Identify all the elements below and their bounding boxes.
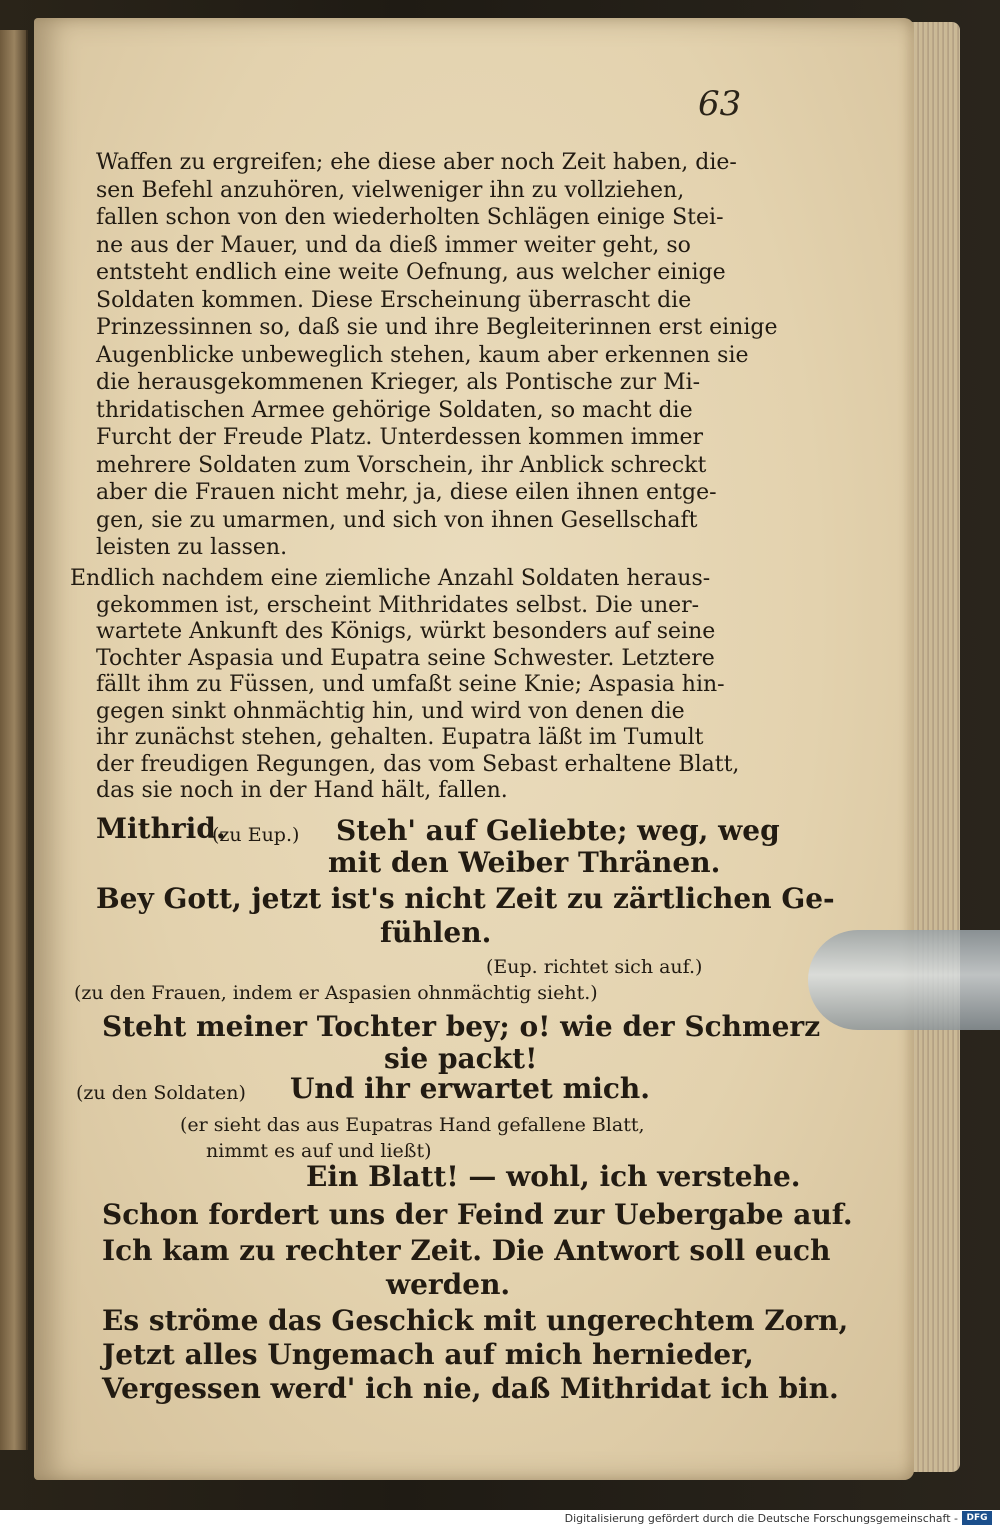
prose-line: fällt ihm zu Füssen, und umfaßt seine Knie; Aspasia hin- <box>96 672 725 697</box>
verse-line: Vergessen werd' ich nie, daß Mithridat ich bin. <box>102 1372 839 1405</box>
prose-line: entsteht endlich eine weite Oefnung, aus welcher einige <box>96 260 726 285</box>
prose-line: aber die Frauen nicht mehr, ja, diese eilen ihnen entge- <box>96 480 717 505</box>
verse-line: Schon fordert uns der Feind zur Uebergabe auf. <box>102 1198 853 1231</box>
verse-line: mit den Weiber Thränen. <box>328 846 721 879</box>
verse-line: Jetzt alles Ungemach auf mich hernieder, <box>102 1338 754 1371</box>
prose-line: Augenblicke unbeweglich stehen, kaum aber erkennen sie <box>96 342 749 368</box>
verse-line: Ein Blatt! — wohl, ich verstehe. <box>306 1160 801 1193</box>
prose-line: gekommen ist, erscheint Mithridates selbst. Die uner- <box>96 592 700 618</box>
stage-direction: (Eup. richtet sich auf.) <box>486 956 703 978</box>
prose-line: ihr zunächst stehen, gehalten. Eupatra läßt im Tumult <box>96 725 704 750</box>
speaker-name: Mithrid. <box>96 812 226 845</box>
prose-line: ne aus der Mauer, und da dieß immer weiter geht, so <box>96 232 691 258</box>
prose-line: Furcht der Freude Platz. Unterdessen kommen immer <box>96 425 704 450</box>
verse-line: Es ströme das Geschick mit ungerechtem Zorn, <box>102 1304 849 1337</box>
prose-line: thridatischen Armee gehörige Soldaten, so macht die <box>96 397 693 423</box>
verse-line: Steht meiner Tochter bey; o! wie der Schmerz <box>102 1010 821 1043</box>
prose-line: Endlich nachdem eine ziemliche Anzahl Soldaten heraus- <box>70 566 711 591</box>
verse-line: sie packt! <box>384 1042 538 1075</box>
prose-line: sen Befehl anzuhören, vielweniger ihn zu vollziehen, <box>96 177 685 203</box>
prose-line: Soldaten kommen. Diese Erscheinung überrascht die <box>96 287 692 313</box>
page-clip <box>808 930 1000 1030</box>
prose-line: Tochter Aspasia und Eupatra seine Schwester. Letztere <box>96 645 715 671</box>
stage-direction: (er sieht das aus Eupatras Hand gefallene Blatt, <box>180 1114 645 1136</box>
dfg-logo: DFG <box>962 1511 992 1525</box>
prose-line: wartete Ankunft des Königs, würkt besonders auf seine <box>96 619 716 644</box>
verse-line: Und ihr erwartet mich. <box>290 1072 651 1105</box>
stage-direction: nimmt es auf und ließt) <box>206 1140 432 1162</box>
previous-page-edge <box>0 30 28 1450</box>
prose-line: der freudigen Regungen, das vom Sebast erhaltene Blatt, <box>96 751 740 777</box>
page-number: 63 <box>698 84 742 124</box>
verse-line: Bey Gott, jetzt ist's nicht Zeit zu zärtlichen Ge- <box>96 882 835 915</box>
prose-line: leisten zu lassen. <box>96 535 288 560</box>
prose-line: die herausgekommenen Krieger, als Pontische zur Mi- <box>96 370 701 395</box>
prose-line: mehrere Soldaten zum Vorschein, ihr Anblick schreckt <box>96 452 707 478</box>
stage-direction: (zu den Soldaten) <box>76 1082 246 1104</box>
verse-line: fühlen. <box>380 916 492 949</box>
prose-line: gen, sie zu umarmen, und sich von ihnen Gesellschaft <box>96 507 698 533</box>
verse-line: werden. <box>386 1268 511 1301</box>
verse-line: Steh' auf Geliebte; weg, weg <box>336 814 780 847</box>
prose-line: gegen sinkt ohnmächtig hin, und wird von denen die <box>96 698 685 724</box>
prose-line: das sie noch in der Hand hält, fallen. <box>96 778 508 803</box>
verse-line: Ich kam zu rechter Zeit. Die Antwort soll euch <box>102 1234 831 1267</box>
funding-credit: Digitalisierung gefördert durch die Deutsche Forschungsgemeinschaft - <box>564 1512 958 1525</box>
prose-line: fallen schon von den wiederholten Schlägen einige Stei- <box>96 205 724 230</box>
prose-line: Waffen zu ergreifen; ehe diese aber noch Zeit haben, die- <box>96 150 737 175</box>
stage-direction: (zu den Frauen, indem er Aspasien ohnmächtig sieht.) <box>74 982 598 1004</box>
prose-line: Prinzessinnen so, daß sie und ihre Begleiterinnen erst einige <box>96 315 778 340</box>
stage-direction: (zu Eup.) <box>212 824 300 846</box>
